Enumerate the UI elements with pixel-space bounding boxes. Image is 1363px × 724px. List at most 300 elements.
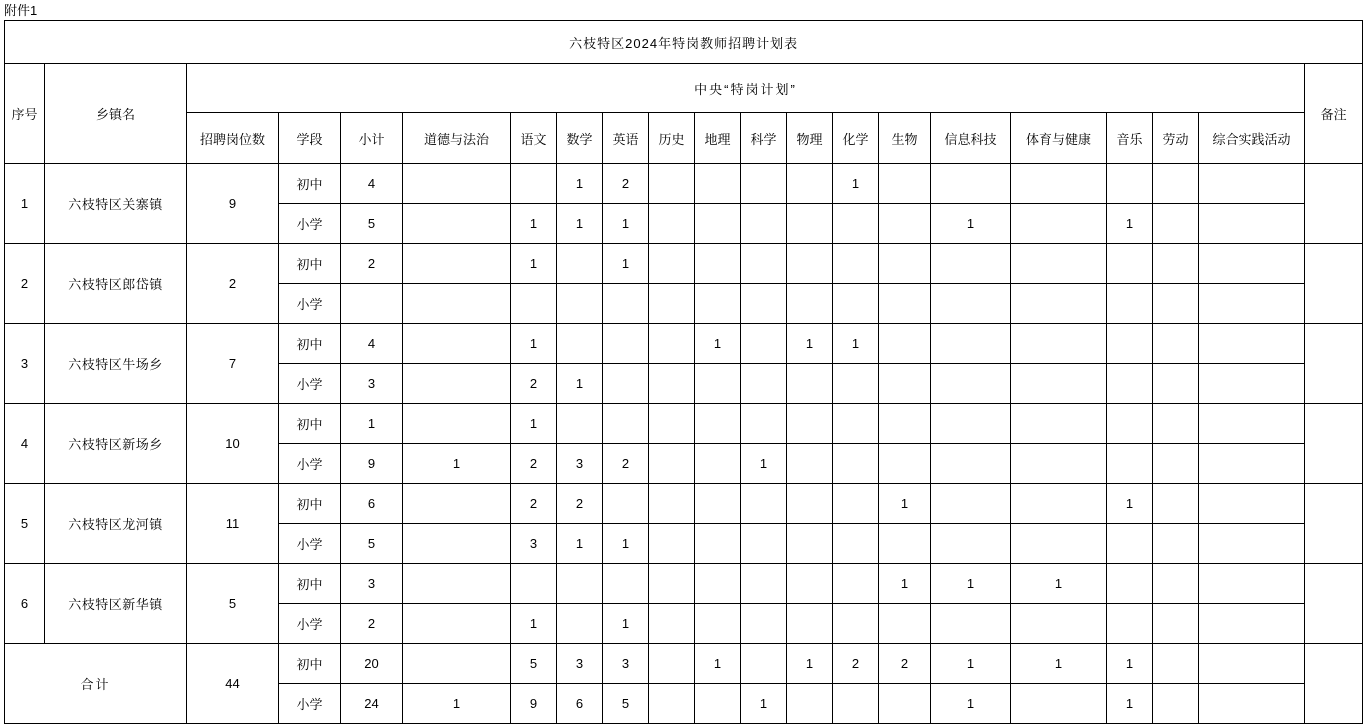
header-subtotal: 小计 [341, 113, 403, 164]
row-subject-10 [931, 604, 1011, 644]
row-subject-2 [557, 404, 603, 444]
header-posts: 招聘岗位数 [187, 113, 279, 164]
row-subject-4 [649, 244, 695, 284]
row-subject-2: 1 [557, 524, 603, 564]
row-subject-7 [787, 404, 833, 444]
row-subject-12 [1107, 364, 1153, 404]
row-subject-13 [1153, 564, 1199, 604]
row-subject-5 [695, 204, 741, 244]
row-subject-12 [1107, 324, 1153, 364]
row-posts: 5 [187, 564, 279, 644]
row-subject-13 [1153, 204, 1199, 244]
table-row [5, 484, 1363, 524]
total-subject-8 [833, 684, 879, 724]
header-subject-7: 物理 [787, 113, 833, 164]
row-subject-1: 2 [511, 484, 557, 524]
row-subject-0 [403, 404, 511, 444]
row-subject-5 [695, 244, 741, 284]
table-body [5, 21, 1363, 724]
row-town: 六枝特区新华镇 [45, 564, 187, 644]
row-subject-14 [1199, 404, 1305, 444]
row-subtotal: 2 [341, 604, 403, 644]
row-subject-3: 2 [603, 444, 649, 484]
row-stage: 小学 [279, 364, 341, 404]
row-subject-13 [1153, 444, 1199, 484]
total-subject-5: 1 [695, 644, 741, 684]
row-posts: 10 [187, 404, 279, 484]
total-subtotal: 20 [341, 644, 403, 684]
total-subject-6: 1 [741, 684, 787, 724]
row-subject-12 [1107, 284, 1153, 324]
row-subject-4 [649, 164, 695, 204]
header-subject-12: 音乐 [1107, 113, 1153, 164]
row-subject-11 [1011, 204, 1107, 244]
row-subject-13 [1153, 164, 1199, 204]
row-subtotal: 3 [341, 364, 403, 404]
row-subject-7 [787, 444, 833, 484]
row-subject-8 [833, 484, 879, 524]
row-subject-12: 1 [1107, 204, 1153, 244]
row-subject-7 [787, 484, 833, 524]
row-subject-6 [741, 204, 787, 244]
row-subject-13 [1153, 604, 1199, 644]
header-subject-13: 劳动 [1153, 113, 1199, 164]
row-stage: 小学 [279, 204, 341, 244]
row-stage: 初中 [279, 564, 341, 604]
total-subject-4 [649, 684, 695, 724]
total-subject-2: 3 [557, 644, 603, 684]
total-subject-6 [741, 644, 787, 684]
row-subtotal: 6 [341, 484, 403, 524]
row-subject-7 [787, 244, 833, 284]
row-subject-3: 1 [603, 524, 649, 564]
row-subject-9 [879, 324, 931, 364]
row-subject-2: 3 [557, 444, 603, 484]
row-subject-11 [1011, 284, 1107, 324]
row-subject-0 [403, 364, 511, 404]
total-subject-12: 1 [1107, 684, 1153, 724]
row-subject-11 [1011, 244, 1107, 284]
total-subject-14 [1199, 684, 1305, 724]
row-subject-7 [787, 284, 833, 324]
title-row [5, 21, 1363, 64]
row-subject-6 [741, 324, 787, 364]
row-subject-0 [403, 284, 511, 324]
row-subject-11 [1011, 524, 1107, 564]
header-subject-10: 信息科技 [931, 113, 1011, 164]
row-subject-8 [833, 444, 879, 484]
header-subject-5: 地理 [695, 113, 741, 164]
row-index: 2 [5, 244, 45, 324]
row-index: 6 [5, 564, 45, 644]
row-posts: 11 [187, 484, 279, 564]
row-subject-0 [403, 204, 511, 244]
row-subject-8: 1 [833, 324, 879, 364]
row-subject-7 [787, 604, 833, 644]
total-subject-1: 9 [511, 684, 557, 724]
row-subject-14 [1199, 284, 1305, 324]
row-subject-2: 1 [557, 204, 603, 244]
row-subtotal: 5 [341, 524, 403, 564]
row-subject-4 [649, 284, 695, 324]
row-subject-6 [741, 244, 787, 284]
header-stage: 学段 [279, 113, 341, 164]
row-subject-14 [1199, 524, 1305, 564]
total-subject-11 [1011, 684, 1107, 724]
row-subject-9 [879, 524, 931, 564]
row-subject-13 [1153, 404, 1199, 444]
row-subject-4 [649, 324, 695, 364]
row-subject-14 [1199, 164, 1305, 204]
total-stage: 小学 [279, 684, 341, 724]
row-subject-4 [649, 604, 695, 644]
header-town: 乡镇名 [45, 64, 187, 164]
row-index: 5 [5, 484, 45, 564]
total-subject-7 [787, 684, 833, 724]
row-subject-8 [833, 404, 879, 444]
attachment-label: 附件1 [4, 3, 38, 18]
row-subject-4 [649, 484, 695, 524]
row-subtotal: 9 [341, 444, 403, 484]
row-subject-10 [931, 404, 1011, 444]
row-subject-9 [879, 244, 931, 284]
row-subject-3 [603, 404, 649, 444]
row-subject-2 [557, 564, 603, 604]
row-subject-3 [603, 364, 649, 404]
row-index: 3 [5, 324, 45, 404]
header-subject-3: 英语 [603, 113, 649, 164]
row-subject-8 [833, 364, 879, 404]
row-subject-5 [695, 484, 741, 524]
row-subject-3 [603, 284, 649, 324]
row-subtotal: 4 [341, 324, 403, 364]
row-stage: 初中 [279, 324, 341, 364]
row-subject-14 [1199, 564, 1305, 604]
row-subject-12 [1107, 244, 1153, 284]
row-subject-0 [403, 564, 511, 604]
row-subject-9: 1 [879, 564, 931, 604]
row-subject-10 [931, 244, 1011, 284]
row-subject-8 [833, 604, 879, 644]
row-posts: 2 [187, 244, 279, 324]
total-subtotal: 24 [341, 684, 403, 724]
total-subject-13 [1153, 644, 1199, 684]
row-subject-11 [1011, 444, 1107, 484]
row-index: 4 [5, 404, 45, 484]
row-subject-8 [833, 244, 879, 284]
row-subtotal: 1 [341, 404, 403, 444]
row-subject-2: 1 [557, 364, 603, 404]
table-row [5, 564, 1363, 604]
row-subject-4 [649, 444, 695, 484]
row-subject-3 [603, 484, 649, 524]
row-subject-13 [1153, 524, 1199, 564]
row-subject-2 [557, 604, 603, 644]
row-subject-6 [741, 564, 787, 604]
header-subject-9: 生物 [879, 113, 931, 164]
row-subject-0 [403, 164, 511, 204]
row-subject-1: 1 [511, 204, 557, 244]
row-subject-1: 3 [511, 524, 557, 564]
row-subject-10: 1 [931, 204, 1011, 244]
row-stage: 小学 [279, 524, 341, 564]
row-subject-3 [603, 564, 649, 604]
row-subject-12 [1107, 444, 1153, 484]
row-subject-10: 1 [931, 564, 1011, 604]
row-subject-5: 1 [695, 324, 741, 364]
total-subject-0: 1 [403, 684, 511, 724]
row-subject-13 [1153, 244, 1199, 284]
row-subject-7 [787, 564, 833, 604]
total-label: 合计 [5, 644, 187, 724]
row-subject-9 [879, 604, 931, 644]
row-subject-6 [741, 364, 787, 404]
table-row [5, 404, 1363, 444]
row-subject-12: 1 [1107, 484, 1153, 524]
row-subject-1: 1 [511, 244, 557, 284]
header-subject-8: 化学 [833, 113, 879, 164]
total-subject-8: 2 [833, 644, 879, 684]
row-subject-10 [931, 444, 1011, 484]
row-subject-11 [1011, 484, 1107, 524]
row-subject-6 [741, 404, 787, 444]
row-subject-5 [695, 524, 741, 564]
row-subject-7 [787, 204, 833, 244]
row-subject-12 [1107, 564, 1153, 604]
row-subject-3: 1 [603, 244, 649, 284]
total-row [5, 644, 1363, 684]
total-subject-9: 2 [879, 644, 931, 684]
row-subject-4 [649, 564, 695, 604]
row-subject-2 [557, 284, 603, 324]
row-subject-2 [557, 324, 603, 364]
row-subject-10 [931, 284, 1011, 324]
row-subject-11 [1011, 324, 1107, 364]
row-subject-7: 1 [787, 324, 833, 364]
row-subtotal: 5 [341, 204, 403, 244]
total-subject-3: 3 [603, 644, 649, 684]
row-subject-0: 1 [403, 444, 511, 484]
row-subject-6 [741, 164, 787, 204]
row-subject-3: 1 [603, 604, 649, 644]
row-subtotal [341, 284, 403, 324]
row-subject-10 [931, 484, 1011, 524]
row-subject-6 [741, 524, 787, 564]
row-subject-13 [1153, 484, 1199, 524]
row-subject-13 [1153, 364, 1199, 404]
header-remark: 备注 [1305, 64, 1363, 164]
table-row [5, 324, 1363, 364]
total-subject-12: 1 [1107, 644, 1153, 684]
row-subject-5 [695, 164, 741, 204]
row-subject-9 [879, 404, 931, 444]
row-subject-11 [1011, 604, 1107, 644]
row-subject-14 [1199, 604, 1305, 644]
row-subject-13 [1153, 284, 1199, 324]
table-row [5, 244, 1363, 284]
row-subject-9 [879, 164, 931, 204]
row-stage: 小学 [279, 444, 341, 484]
row-stage: 初中 [279, 244, 341, 284]
row-subtotal: 2 [341, 244, 403, 284]
row-town: 六枝特区郎岱镇 [45, 244, 187, 324]
total-subject-14 [1199, 644, 1305, 684]
total-subject-9 [879, 684, 931, 724]
row-subject-1 [511, 564, 557, 604]
row-subject-9 [879, 284, 931, 324]
total-posts: 44 [187, 644, 279, 724]
header-subject-0: 道德与法治 [403, 113, 511, 164]
row-subject-1: 1 [511, 604, 557, 644]
row-subject-10 [931, 364, 1011, 404]
row-subject-5 [695, 364, 741, 404]
row-subject-0 [403, 484, 511, 524]
header-subject-11: 体育与健康 [1011, 113, 1107, 164]
row-subject-9 [879, 364, 931, 404]
total-subject-2: 6 [557, 684, 603, 724]
row-remark [1305, 244, 1363, 324]
row-subject-6 [741, 604, 787, 644]
recruitment-plan-table [4, 20, 1363, 724]
row-subject-8 [833, 284, 879, 324]
row-subject-14 [1199, 364, 1305, 404]
total-subject-10: 1 [931, 644, 1011, 684]
row-subject-1: 2 [511, 444, 557, 484]
row-subject-11: 1 [1011, 564, 1107, 604]
row-subject-6: 1 [741, 444, 787, 484]
row-subject-4 [649, 524, 695, 564]
row-subject-14 [1199, 444, 1305, 484]
row-subject-4 [649, 364, 695, 404]
row-remark [1305, 564, 1363, 644]
total-subject-7: 1 [787, 644, 833, 684]
row-subject-14 [1199, 324, 1305, 364]
row-index: 1 [5, 164, 45, 244]
row-subject-11 [1011, 364, 1107, 404]
row-subject-0 [403, 524, 511, 564]
row-subject-0 [403, 604, 511, 644]
header-subject-6: 科学 [741, 113, 787, 164]
row-subject-8 [833, 564, 879, 604]
row-subject-6 [741, 284, 787, 324]
total-subject-4 [649, 644, 695, 684]
row-subject-8 [833, 524, 879, 564]
row-subject-3 [603, 324, 649, 364]
row-subject-5 [695, 604, 741, 644]
header-subject-4: 历史 [649, 113, 695, 164]
row-subject-10 [931, 324, 1011, 364]
row-subject-1 [511, 284, 557, 324]
row-remark [1305, 484, 1363, 564]
row-subject-5 [695, 564, 741, 604]
total-subject-3: 5 [603, 684, 649, 724]
header-row-sub [5, 113, 1363, 164]
row-subject-0 [403, 324, 511, 364]
row-subject-3: 2 [603, 164, 649, 204]
row-subject-10 [931, 524, 1011, 564]
header-row-top [5, 64, 1363, 113]
row-town: 六枝特区龙河镇 [45, 484, 187, 564]
row-subject-3: 1 [603, 204, 649, 244]
row-subject-0 [403, 244, 511, 284]
row-subject-1: 2 [511, 364, 557, 404]
row-town: 六枝特区新场乡 [45, 404, 187, 484]
row-subject-5 [695, 404, 741, 444]
row-subject-7 [787, 524, 833, 564]
row-subject-10 [931, 164, 1011, 204]
row-subject-1: 1 [511, 404, 557, 444]
row-subject-14 [1199, 484, 1305, 524]
row-remark [1305, 324, 1363, 404]
row-subtotal: 4 [341, 164, 403, 204]
row-stage: 小学 [279, 604, 341, 644]
row-subject-5 [695, 444, 741, 484]
total-remark [1305, 644, 1363, 724]
total-subject-11: 1 [1011, 644, 1107, 684]
total-subject-0 [403, 644, 511, 684]
row-subject-7 [787, 364, 833, 404]
total-subject-1: 5 [511, 644, 557, 684]
row-subject-8 [833, 204, 879, 244]
row-subject-13 [1153, 324, 1199, 364]
row-subject-5 [695, 284, 741, 324]
header-index: 序号 [5, 64, 45, 164]
header-group: 中央“特岗计划” [187, 64, 1305, 113]
row-subtotal: 3 [341, 564, 403, 604]
total-subject-13 [1153, 684, 1199, 724]
table-row [5, 164, 1363, 204]
row-subject-12 [1107, 404, 1153, 444]
row-subject-12 [1107, 524, 1153, 564]
row-stage: 初中 [279, 484, 341, 524]
row-subject-12 [1107, 604, 1153, 644]
row-posts: 9 [187, 164, 279, 244]
row-subject-4 [649, 404, 695, 444]
header-subject-14: 综合实践活动 [1199, 113, 1305, 164]
page-title: 六枝特区2024年特岗教师招聘计划表 [5, 21, 1363, 64]
row-posts: 7 [187, 324, 279, 404]
row-subject-4 [649, 204, 695, 244]
row-subject-2: 2 [557, 484, 603, 524]
row-remark [1305, 404, 1363, 484]
row-subject-1: 1 [511, 324, 557, 364]
row-subject-11 [1011, 164, 1107, 204]
row-subject-9 [879, 444, 931, 484]
row-subject-9 [879, 204, 931, 244]
total-subject-5 [695, 684, 741, 724]
row-subject-9: 1 [879, 484, 931, 524]
row-stage: 初中 [279, 164, 341, 204]
row-stage: 初中 [279, 404, 341, 444]
total-stage: 初中 [279, 644, 341, 684]
header-subject-2: 数学 [557, 113, 603, 164]
row-subject-2 [557, 244, 603, 284]
row-subject-14 [1199, 244, 1305, 284]
row-subject-6 [741, 484, 787, 524]
row-subject-14 [1199, 204, 1305, 244]
row-subject-2: 1 [557, 164, 603, 204]
row-subject-11 [1011, 404, 1107, 444]
row-stage: 小学 [279, 284, 341, 324]
row-town: 六枝特区关寨镇 [45, 164, 187, 244]
row-remark [1305, 164, 1363, 244]
row-subject-12 [1107, 164, 1153, 204]
row-town: 六枝特区牛场乡 [45, 324, 187, 404]
row-subject-1 [511, 164, 557, 204]
row-subject-7 [787, 164, 833, 204]
row-subject-8: 1 [833, 164, 879, 204]
header-subject-1: 语文 [511, 113, 557, 164]
